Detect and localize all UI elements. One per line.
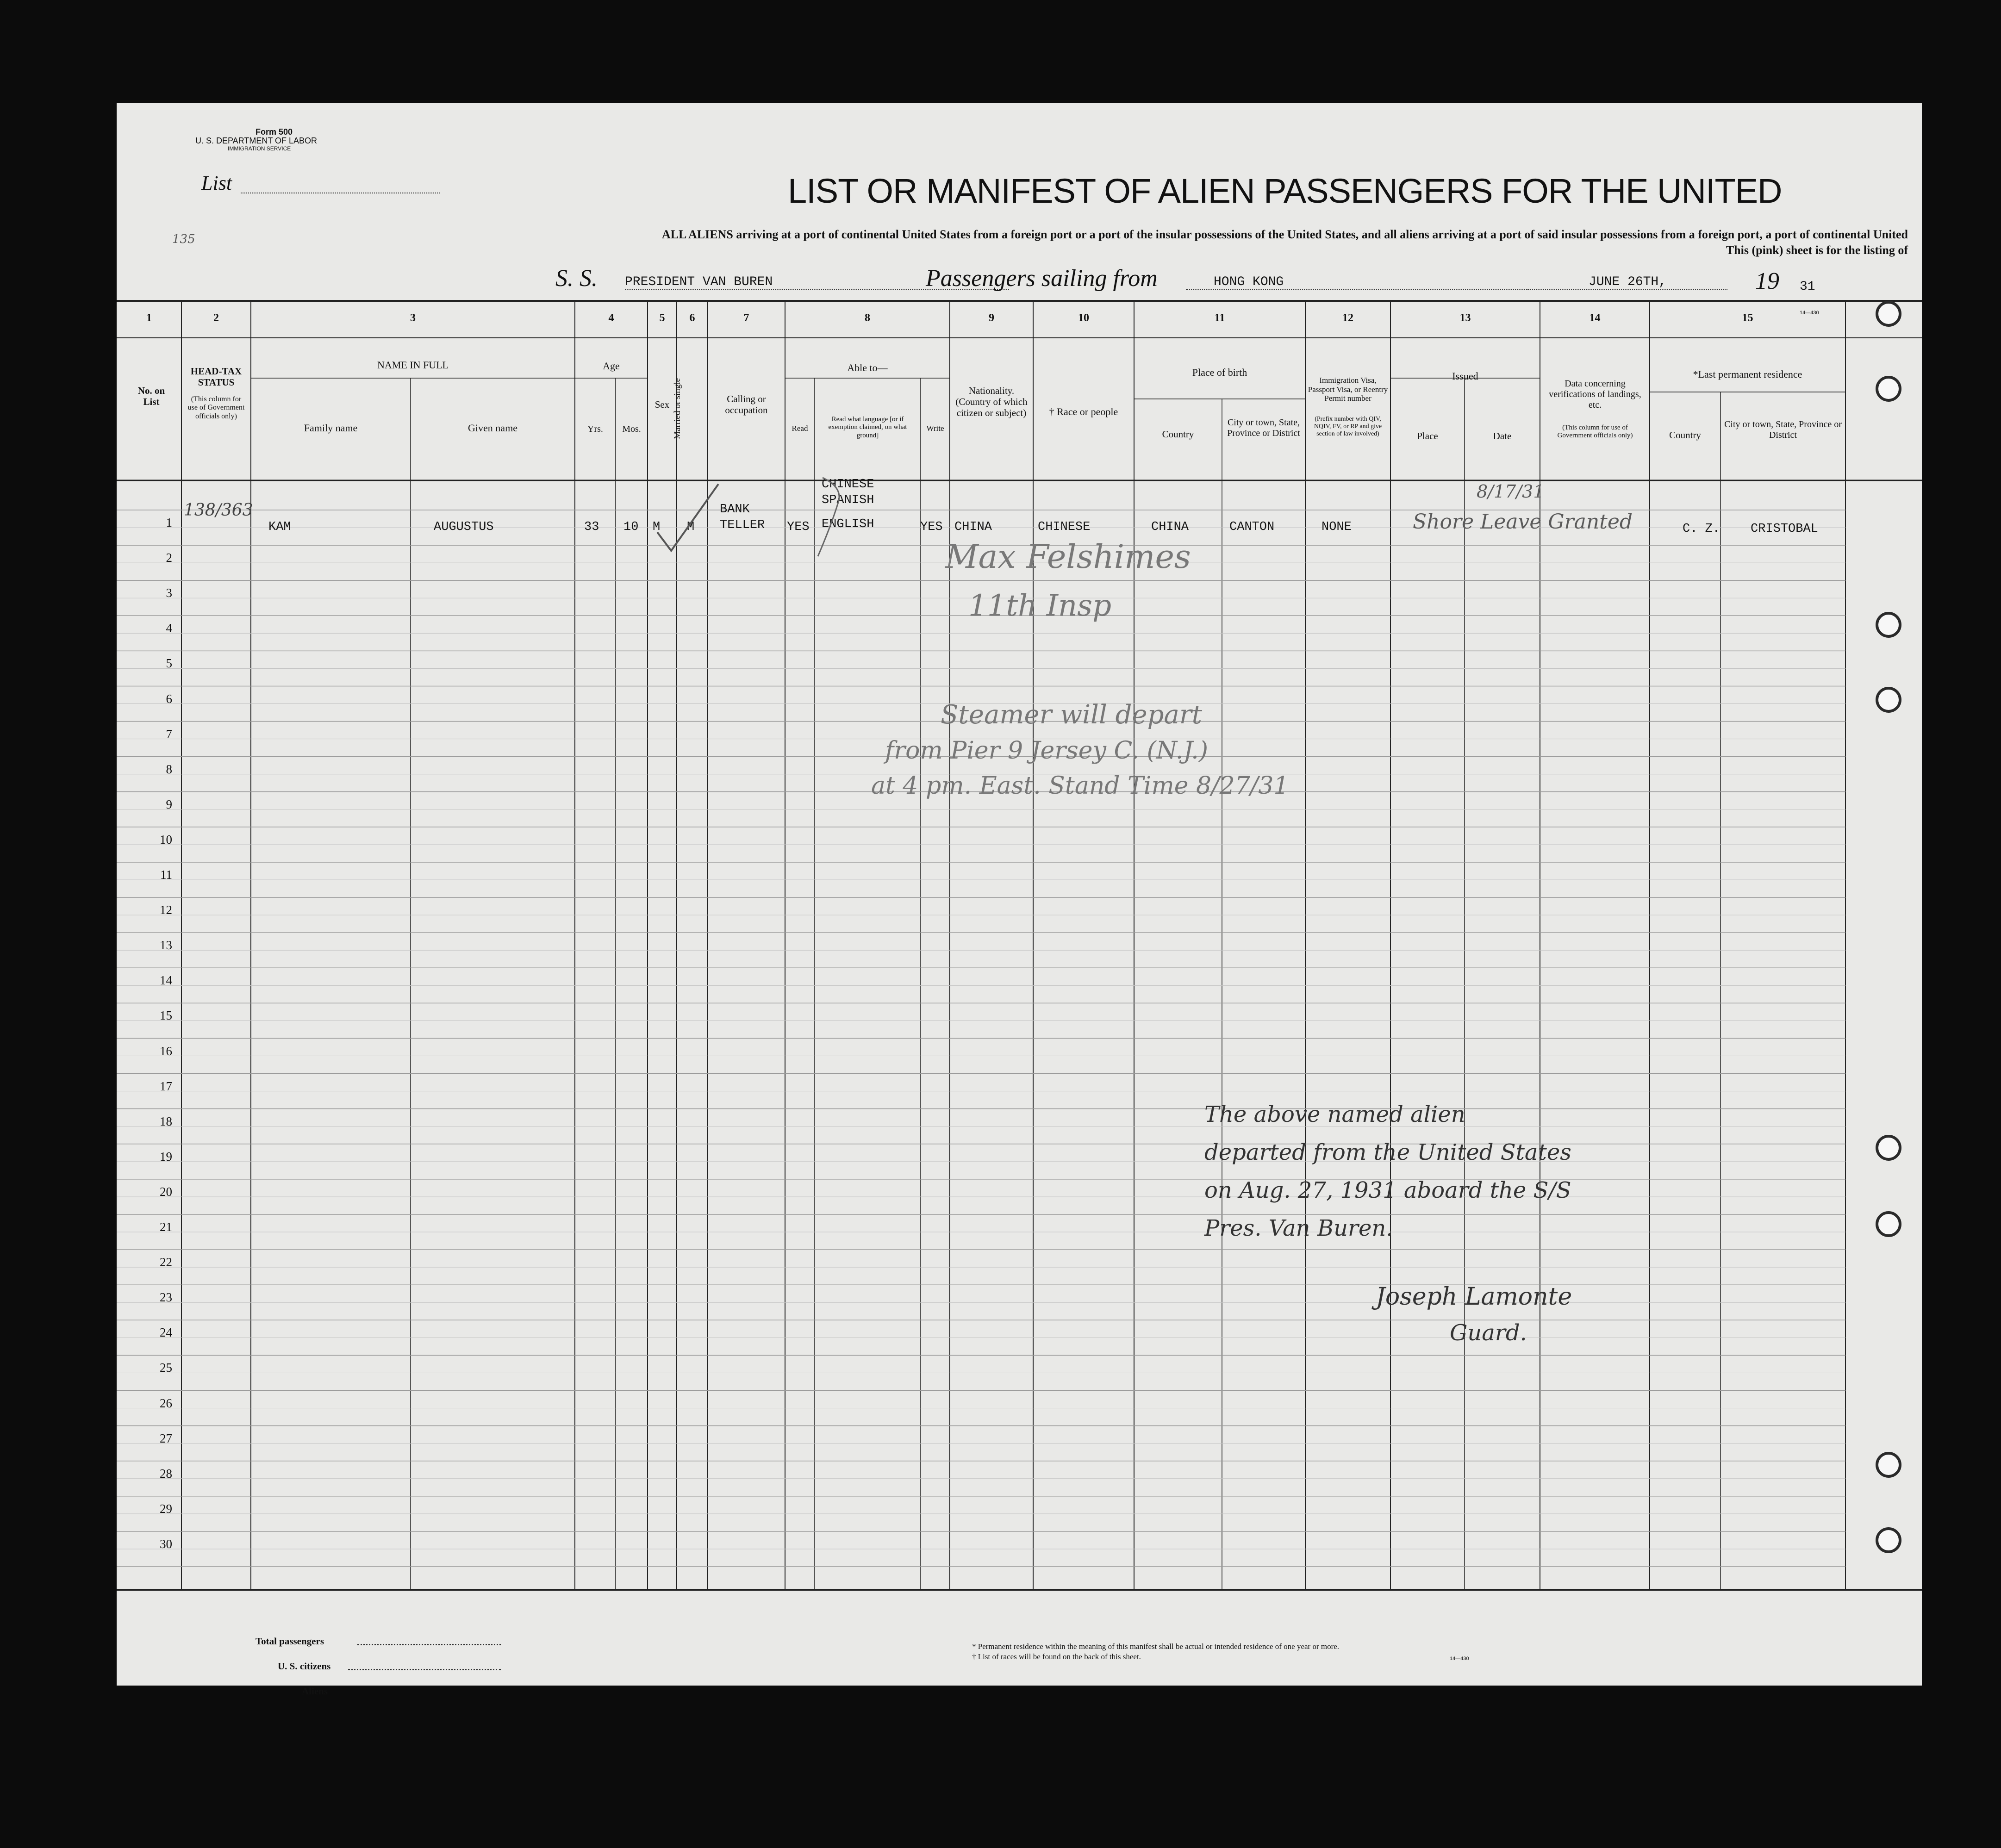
language-tick — [813, 468, 869, 566]
header-read-language: Read what language [or if exemption claimed, on what ground] — [828, 416, 907, 439]
row-number: 10 — [160, 832, 172, 846]
header-issued-place: Place — [1417, 430, 1438, 442]
landing-note-handwritten: Shore Leave Granted — [1413, 510, 1633, 534]
us-citizens-label: U. S. citizens — [278, 1661, 331, 1672]
row-number: 13 — [160, 938, 172, 952]
marital-status: M — [687, 520, 695, 534]
row-number: 5 — [166, 656, 172, 671]
form-code-bottom: 14—430 — [1450, 1656, 1469, 1661]
col-number-5: 5 — [659, 312, 665, 324]
header-verifications: Data concerning verifications of landings, etc. — [1549, 379, 1641, 410]
port-of-departure: HONG KONG — [1214, 275, 1284, 289]
header-yrs: Yrs. — [587, 424, 603, 434]
footnote-residence: * Permanent residence within the meaning of this manifest shall be actual or intended residence of one year or more. — [972, 1642, 1340, 1651]
header-family-name: Family name — [304, 422, 358, 434]
col-number-11: 11 — [1214, 312, 1225, 324]
language-1: CHINESE — [822, 478, 874, 492]
row-number: 11 — [160, 868, 172, 882]
col-number-13: 13 — [1459, 312, 1471, 324]
row-number: 2 — [166, 551, 172, 565]
binder-hole — [1876, 687, 1901, 713]
header-mos: Mos. — [622, 424, 641, 434]
row-number: 9 — [166, 797, 172, 811]
header-residence-city: City or town, State, Province or District — [1724, 419, 1842, 440]
age-months: 10 — [623, 520, 639, 534]
occupation-line-1: BANK — [720, 503, 750, 516]
binder-hole — [1876, 301, 1901, 327]
occupation-line-2: TELLER — [720, 518, 765, 532]
row-number: 7 — [166, 727, 172, 741]
manifest-sheet — [117, 103, 1922, 1697]
row-number: 22 — [160, 1255, 172, 1269]
header-married: Married or single — [673, 378, 683, 439]
header-age: Age — [603, 360, 620, 372]
header-read: Read — [792, 424, 808, 433]
row-number: 25 — [160, 1361, 172, 1375]
sailing-date: JUNE 26TH, — [1589, 275, 1667, 289]
row-number: 23 — [160, 1290, 172, 1305]
header-birth-city: City or town, State, Province or District — [1227, 417, 1300, 438]
form-subtitle-2: This (pink) sheet is for the listing of — [1726, 243, 1908, 257]
row-number: 28 — [160, 1466, 172, 1481]
departure-note-3: on Aug. 27, 1931 aboard the S/S — [1204, 1177, 1571, 1203]
aliens-label: Aliens — [302, 1686, 328, 1697]
col-number-3: 3 — [410, 312, 416, 324]
language-3: ENGLISH — [822, 517, 874, 531]
col-number-12: 12 — [1342, 312, 1353, 324]
total-passengers-label: Total passengers — [256, 1636, 324, 1647]
row-number: 27 — [160, 1431, 172, 1445]
departure-note-2: departed from the United States — [1204, 1139, 1571, 1165]
row-number: 24 — [160, 1325, 172, 1340]
col-number-14: 14 — [1589, 312, 1601, 324]
steamer-note-3: at 4 pm. East. Stand Time 8/27/31 — [871, 772, 1289, 800]
residence-city: CRISTOBAL — [1751, 522, 1818, 536]
col-number-8: 8 — [865, 312, 870, 324]
form-subtitle-1: ALL ALIENS arriving at a port of continental United States from a foreign port or a port of the insular possessions of the United States, and all aliens arriving at a port of said insular possessions from a foreign port, a port of continental United — [661, 228, 1908, 241]
header-able-to: Able to— — [847, 362, 888, 373]
col-number-10: 10 — [1078, 312, 1089, 324]
service: IMMIGRATION SERVICE — [228, 145, 291, 152]
header-race: † Race or people — [1049, 406, 1118, 417]
binder-hole — [1876, 1135, 1901, 1161]
ss-label: S. S. — [555, 265, 598, 292]
form-number: Form 500 — [256, 127, 293, 137]
row-number: 21 — [160, 1220, 172, 1234]
form-code-top: 14—430 — [1800, 310, 1819, 316]
row-number: 16 — [160, 1044, 172, 1058]
header-place-of-birth: Place of birth — [1192, 367, 1247, 378]
col-number-1: 1 — [146, 312, 152, 324]
birth-country: CHINA — [1151, 520, 1189, 534]
list-label: List — [201, 172, 232, 194]
year-prefix: 19 — [1755, 268, 1779, 294]
row-number: 29 — [160, 1501, 172, 1516]
binder-hole — [1876, 1527, 1901, 1553]
race: CHINESE — [1038, 520, 1091, 534]
steamer-note-1: Steamer will depart — [941, 700, 1203, 730]
header-visa-note: (Prefix number with QIV, NQIV, FV, or RP and give section of law involved) — [1314, 416, 1382, 438]
steamer-note-2: from Pier 9 Jersey C. (N.J.) — [885, 737, 1209, 765]
row-number: 17 — [160, 1079, 172, 1093]
guard-signature: Joseph Lamonte — [1376, 1283, 1572, 1311]
binder-hole — [1876, 1211, 1901, 1237]
row-number: 6 — [166, 691, 172, 706]
header-head-tax: HEAD-TAX STATUS — [190, 366, 242, 388]
residence-country: C. Z. — [1683, 522, 1720, 536]
check-mark — [649, 473, 742, 566]
department: U. S. DEPARTMENT OF LABOR — [195, 136, 318, 145]
header-write: Write — [926, 424, 944, 433]
col-number-9: 9 — [989, 312, 994, 324]
visa-number: NONE — [1322, 520, 1352, 534]
header-no-on-list: No. on List — [137, 385, 165, 408]
year-suffix: 31 — [1800, 280, 1815, 294]
header-name-in-full: NAME IN FULL — [377, 359, 449, 371]
header-given-name: Given name — [468, 422, 517, 434]
page-mark: 135 — [172, 232, 195, 246]
header-last-residence: *Last permanent residence — [1693, 368, 1802, 380]
header-head-tax-note: (This column for use of Government officials only) — [187, 395, 245, 420]
row-number: 3 — [166, 586, 172, 600]
col-number-2: 2 — [213, 312, 219, 324]
guard-title: Guard. — [1450, 1320, 1527, 1346]
departure-note-4: Pres. Van Buren. — [1204, 1215, 1393, 1241]
header-residence-country: Country — [1669, 429, 1701, 441]
header-issued-date: Date — [1493, 430, 1512, 442]
header-calling: Calling or occupation — [725, 393, 768, 416]
inspector-title: 11th Insp — [968, 589, 1112, 623]
can-read: YES — [787, 520, 810, 534]
row-number: 15 — [160, 1008, 172, 1023]
header-birth-country: Country — [1162, 429, 1194, 440]
binder-hole — [1876, 376, 1901, 402]
row-number: 12 — [160, 903, 172, 917]
header-verifications-note: (This column for use of Government officials only) — [1557, 424, 1633, 440]
row-number: 26 — [160, 1396, 172, 1410]
language-2: SPANISH — [822, 493, 874, 507]
footnote-races: † List of races will be found on the back of this sheet. — [972, 1652, 1141, 1661]
nationality: CHINA — [954, 520, 992, 534]
row-number: 1 — [166, 516, 172, 529]
row-number: 4 — [166, 621, 172, 635]
row-number: 8 — [166, 762, 172, 776]
row-number: 30 — [160, 1537, 172, 1551]
col-number-7: 7 — [743, 312, 749, 324]
header-sex: Sex — [655, 399, 670, 410]
sex: M — [653, 520, 661, 534]
ship-name: PRESIDENT VAN BUREN — [625, 275, 773, 289]
sailing-label: Passengers sailing from — [926, 265, 1158, 292]
form-title: LIST OR MANIFEST OF ALIEN PASSENGERS FOR THE UNITED — [788, 172, 1782, 210]
inspector-signature: Max Felshimes — [945, 538, 1191, 576]
header-issued: Issued — [1452, 370, 1478, 382]
header-visa: Immigration Visa, Passport Visa, or Reentry Permit number — [1308, 376, 1388, 403]
can-write: YES — [920, 520, 943, 534]
col-number-6: 6 — [689, 312, 695, 324]
given-name: AUGUSTUS — [434, 520, 494, 534]
family-name: KAM — [268, 520, 291, 534]
header-nationality: Nationality. (Country of which citizen or subject) — [955, 385, 1028, 419]
row-number: 18 — [160, 1114, 172, 1128]
row-number: 20 — [160, 1184, 172, 1199]
issued-date-handwritten: 8/17/31 — [1477, 481, 1545, 502]
col-number-15: 15 — [1742, 312, 1753, 324]
col-number-4: 4 — [608, 312, 614, 324]
binder-hole — [1876, 612, 1901, 638]
birth-city: CANTON — [1229, 520, 1275, 534]
row-number: 19 — [160, 1149, 172, 1164]
manifest-grid — [117, 103, 1922, 1686]
age-years: 33 — [584, 520, 599, 534]
binder-hole — [1876, 1452, 1901, 1478]
departure-note-1: The above named alien — [1204, 1101, 1465, 1127]
row-number: 14 — [160, 973, 172, 988]
head-tax-status: 138/363 — [184, 501, 253, 520]
